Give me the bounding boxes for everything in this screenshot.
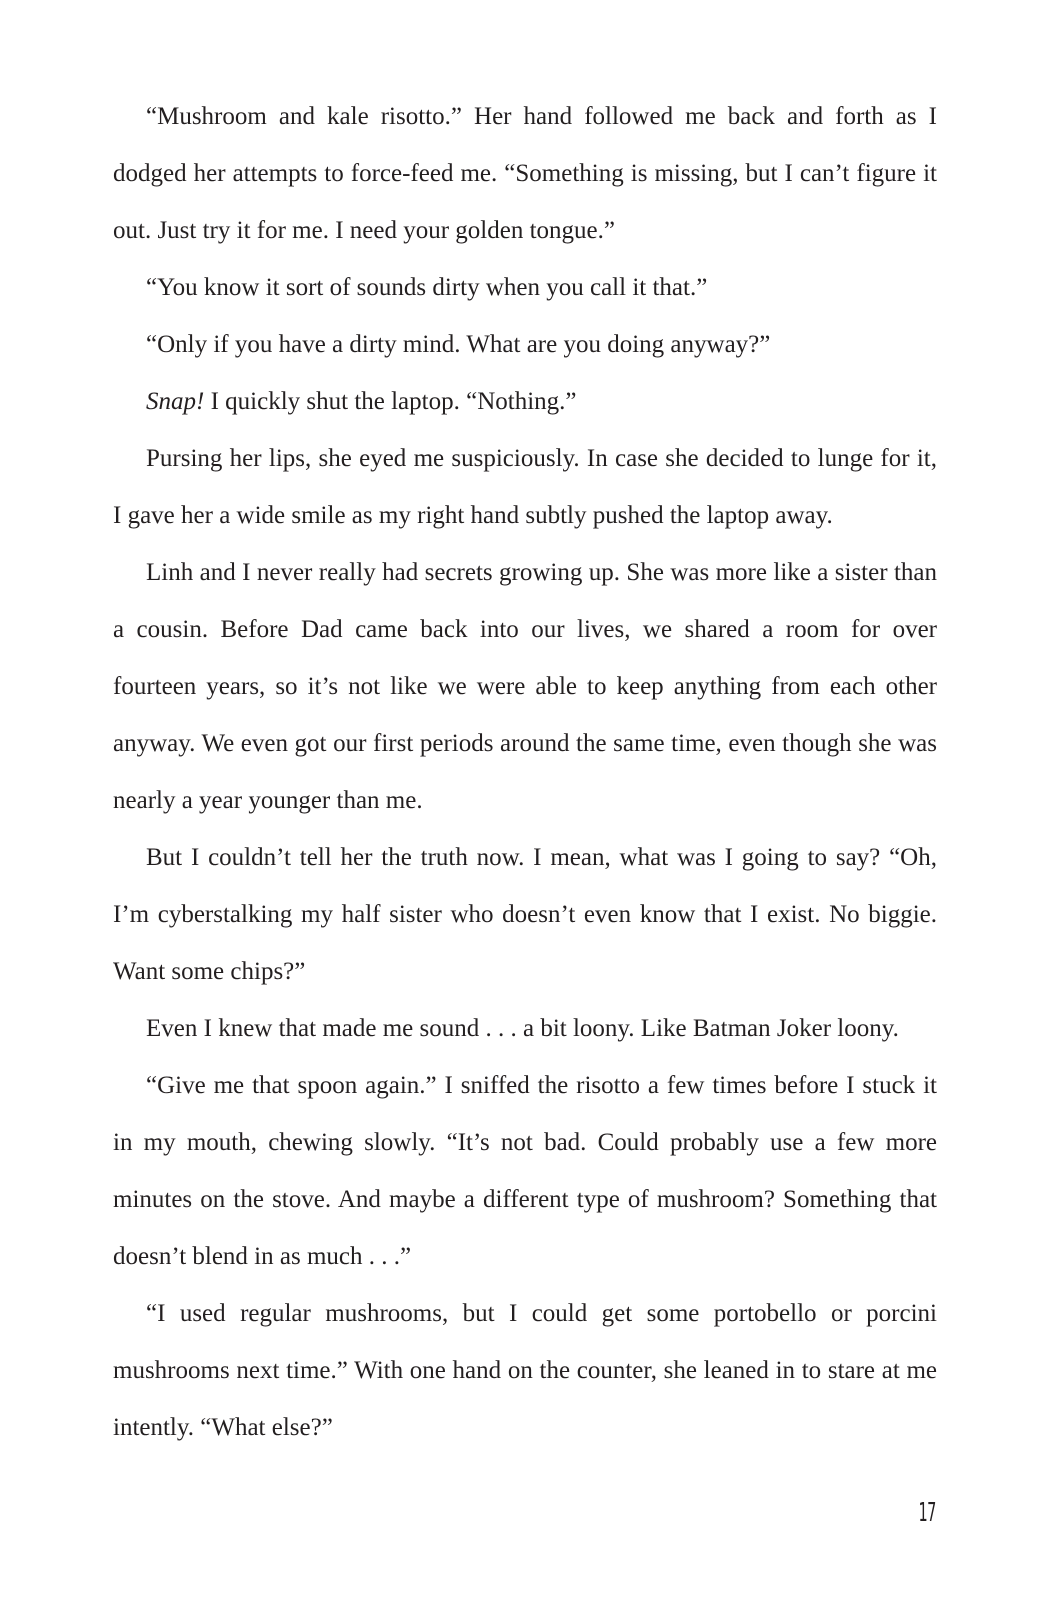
paragraph <box>113 88 937 259</box>
paragraph-text: “Give me that spoon again.” I sniffed the risotto a few times before I stuck it in my mouth, chewing slowly. “It’s not bad. Could probably use a few more minutes on the stove. And maybe a different type of mushroom? Something that doesn’t blend in as much . . .” <box>113 1072 937 1270</box>
paragraph-lead-italic: Snap! <box>146 388 205 415</box>
paragraph-text: Linh and I never really had secrets growing up. She was more like a sister than a cousin. Before Dad came back into our lives, we shared a room for over fourteen years, so it’s not like we were able to keep anything from each other anyway. We even got our first periods around the same time, even though she was nearly a year younger than me. <box>113 559 937 814</box>
paragraph-text: But I couldn’t tell her the truth now. I mean, what was I going to say? “Oh, I’m cyberstalking my half sister who doesn’t even know that I exist. No biggie. Want some chips?” <box>113 844 937 985</box>
paragraph <box>113 1285 937 1456</box>
paragraph-text: “Mushroom and kale risotto.” Her hand followed me back and forth as I dodged her attempts to force-feed me. “Something is missing, but I can’t figure it out. Just try it for me. I need your golden tongue.” <box>113 103 937 244</box>
paragraph <box>113 544 937 829</box>
paragraph <box>113 430 937 544</box>
paragraph-text: “I used regular mushrooms, but I could get some portobello or porcini mushrooms next time.” With one hand on the counter, she leaned in to stare at me intently. “What else?” <box>113 1300 937 1441</box>
paragraph-text: I quickly shut the laptop. “Nothing.” <box>204 388 577 415</box>
paragraph <box>113 316 937 373</box>
page-number: 17 <box>918 1498 936 1528</box>
paragraph <box>113 259 937 316</box>
page-body <box>113 88 937 1456</box>
paragraph <box>113 1057 937 1285</box>
paragraph-text: Even I knew that made me sound . . . a bit loony. Like Batman Joker loony. <box>146 1015 899 1042</box>
paragraph <box>113 1000 937 1057</box>
paragraph <box>113 373 937 430</box>
paragraph-text: “Only if you have a dirty mind. What are you doing anyway?” <box>146 331 771 358</box>
paragraph <box>113 829 937 1000</box>
paragraph-text: “You know it sort of sounds dirty when you call it that.” <box>146 274 708 301</box>
paragraph-text: Pursing her lips, she eyed me suspiciously. In case she decided to lunge for it, I gave her a wide smile as my right hand subtly pushed the laptop away. <box>113 445 937 529</box>
